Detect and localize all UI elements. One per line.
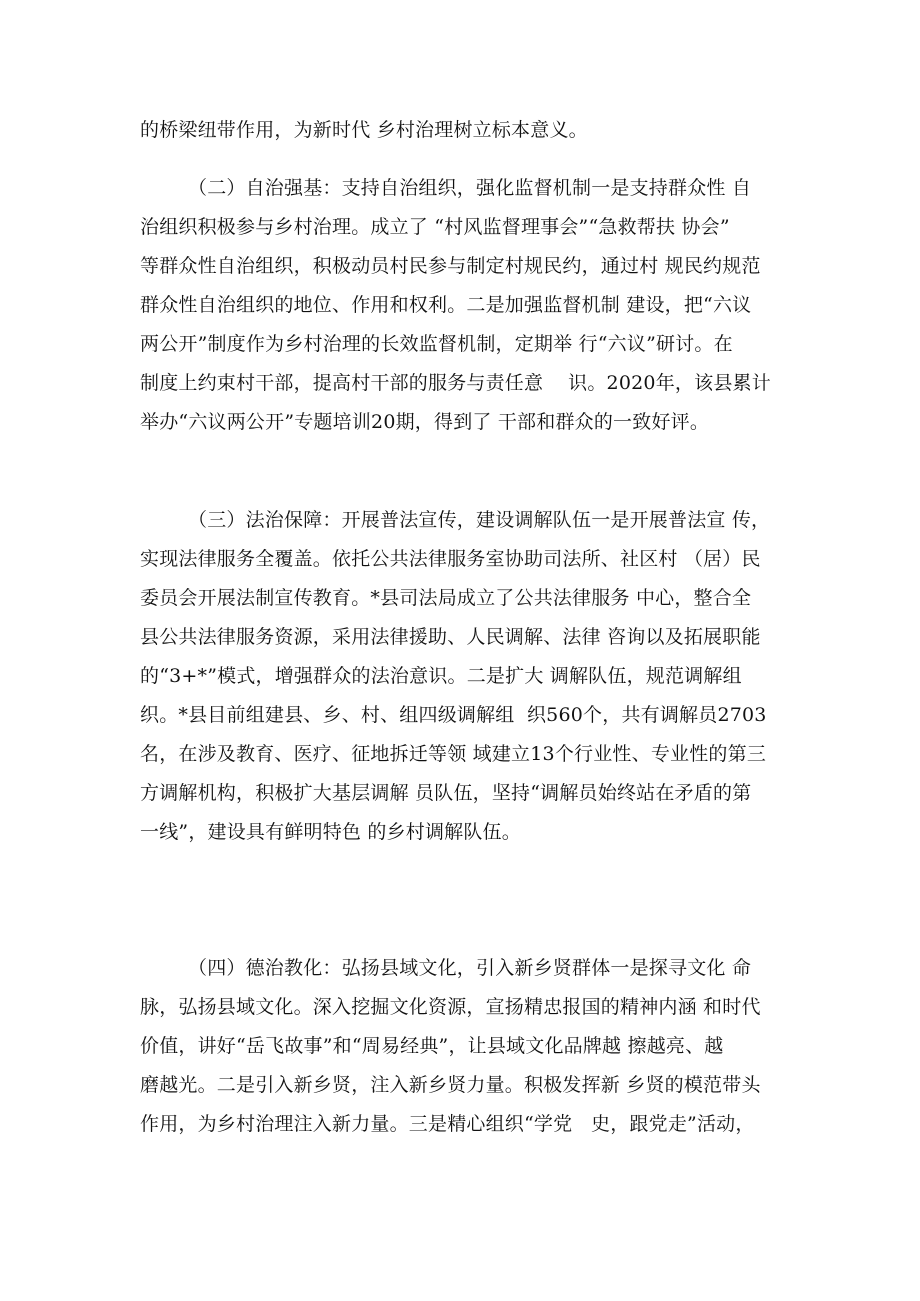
text-line: 作用，为乡村治理注入新力量。三是精心组织“学党 史，跟党走”活动， xyxy=(140,1113,755,1135)
text-line: 脉，弘扬县域文化。深入挖掘文化资源，宣扬精忠报国的精神内涵 和时代 xyxy=(140,996,761,1018)
paragraph-first-line: （四）德治教化：弘扬县域文化，引入新乡贤群体一是探寻文化 命 xyxy=(188,957,752,979)
text-line: 制度上约束村干部，提高村干部的服务与责任意 识。2020年，该县累计 xyxy=(140,372,771,394)
text-line: 的桥梁纽带作用，为新时代 乡村治理树立标本意义。 xyxy=(140,119,588,141)
paragraph-first-line: （二）自治强基：支持自治组织，强化监督机制一是支持群众性 自 xyxy=(188,177,752,199)
text-line: 织。*县目前组建县、乡、村、组四级调解组 织560个，共有调解员2703 xyxy=(140,704,767,726)
text-line: 等群众性自治组织，积极动员村民参与制定村规民约，通过村 规民约规范 xyxy=(140,255,761,277)
text-line: 一线”，建设具有鲜明特色 的乡村调解队伍。 xyxy=(140,821,521,843)
text-line: 群众性自治组织的地位、作用和权利。二是加强监督机制 建设，把“六议 xyxy=(140,294,752,316)
text-line: 委员会开展法制宣传教育。*县司法局成立了公共法律服务 中心，整合全 xyxy=(140,587,752,609)
paragraph-first-line: （三）法治保障：开展普法宣传，建设调解队伍一是开展普法宣 传， xyxy=(188,509,771,531)
text-line: 县公共法律服务资源，采用法律援助、人民调解、法律 咨询以及拓展职能 xyxy=(140,626,761,648)
text-line: 磨越光。二是引入新乡贤，注入新乡贤力量。积极发挥新 乡贤的模范带头 xyxy=(140,1074,761,1096)
text-line: 治组织积极参与乡村治理。成立了 “村风监督理事会”“急救帮扶 协会” xyxy=(140,216,730,238)
text-line: 两公开”制度作为乡村治理的长效监督机制，定期举 行“六议”研讨。在 xyxy=(140,333,733,355)
text-line: 的“3+*”模式，增强群众的法治意识。二是扩大 调解队伍，规范调解组 xyxy=(140,665,742,687)
text-line: 价值，讲好“岳飞故事”和“周易经典”，让县域文化品牌越 擦越亮、越 xyxy=(140,1035,724,1057)
text-line: 举办“六议两公开”专题培训20期，得到了 干部和群众的一致好评。 xyxy=(140,411,710,433)
text-line: 名，在涉及教育、医疗、征地拆迁等领 域建立13个行业性、专业性的第三 xyxy=(140,743,767,765)
text-line: 实现法律服务全覆盖。依托公共法律服务室协助司法所、社区村 （居）民 xyxy=(140,548,761,570)
text-line: 方调解机构，积极扩大基层调解 员队伍，坚持“调解员始终站在矛盾的第 xyxy=(140,782,752,804)
